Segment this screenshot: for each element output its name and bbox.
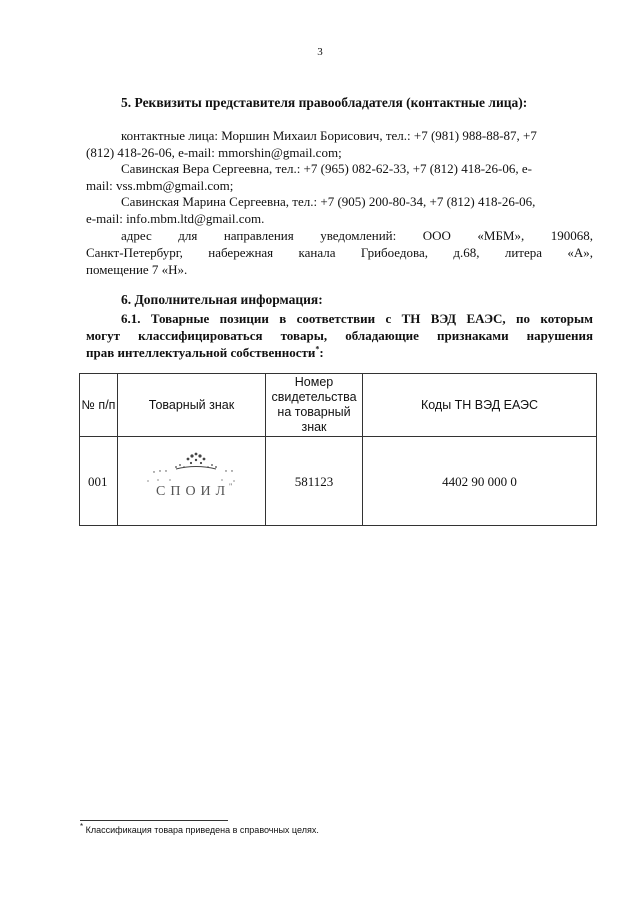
subsection-6-1-line-1: 6.1. Товарные позиции в соответствии с ТН ВЭД ЕАЭС, по которым [121, 311, 593, 326]
header-certificate-line-4: знак [301, 420, 327, 434]
trademark-logo-image [136, 445, 248, 505]
section-5-heading: 5. Реквизиты представителя правообладателя (контактные лица): [121, 95, 528, 110]
trademark-image-cell [118, 437, 266, 526]
notice-address-line-2: Санкт-Петербург, набережная канала Грибоедова, д.68, литера «А», [86, 245, 593, 260]
table-row [80, 437, 597, 526]
contact-3-line-1: Савинская Марина Сергеевна, тел.: +7 (905) 200-80-34, +7 (812) 418-26-06, [121, 194, 536, 209]
notice-address-line-1: адрес для направления уведомлений: ООО «МБМ», 190068, [121, 228, 593, 243]
section-6-heading: 6. Дополнительная информация: [121, 292, 323, 307]
subsection-6-1-line-2: могут классифицироваться товары, обладающие признаками нарушения [86, 328, 593, 343]
header-certificate-line-1: Номер [294, 375, 334, 389]
footnote-text: Классификация товара приведена в справочных целях. [85, 825, 319, 835]
contact-paragraph-2 [86, 160, 593, 194]
contact-2-line-1: Савинская Вера Сергеевна, тел.: +7 (965) 082-62-33, +7 (812) 418-26-06, e- [121, 161, 532, 176]
subsection-6-1-line-3: прав интеллектуальной собственности*: [86, 344, 324, 360]
subsection-6-1 [86, 310, 593, 361]
header-num [80, 374, 118, 437]
contact-2-line-2: mail: vss.mbm@gmail.com; [86, 178, 234, 193]
header-certificate [266, 374, 363, 437]
row-num: 001 [80, 437, 118, 526]
notice-address-line-3: помещение 7 «Н». [86, 262, 188, 277]
header-certificate-line-3: на товарный [277, 405, 351, 419]
page-number: 3 [317, 46, 323, 58]
subsection-6-1-line-3-text: прав интеллектуальной собственности [86, 345, 316, 360]
header-certificate-line-2: свидетельства [271, 390, 357, 404]
contact-paragraph-1 [86, 127, 593, 161]
notice-address-paragraph [86, 227, 593, 278]
trademark-logo-text: СПОИЛ [156, 484, 231, 499]
footnote-divider [80, 820, 228, 821]
header-num-label: № п/п [81, 397, 116, 412]
contact-paragraph-3 [86, 193, 593, 227]
footnote-mark: * [80, 822, 84, 831]
contact-1-line-1: контактные лица: Моршин Михаил Борисович, тел.: +7 (981) 988-88-87, +7 [121, 128, 537, 143]
footnote-marker: * [315, 344, 320, 354]
row-certificate: 581123 [266, 437, 363, 526]
contact-1-line-2: (812) 418-26-06, e-mail: mmorshin@gmail.com; [86, 145, 342, 160]
contact-3-line-2: e-mail: info.mbm.ltd@gmail.com. [86, 211, 265, 226]
svg-text:": " [229, 482, 233, 491]
header-trademark [118, 374, 266, 437]
table-header-row [80, 374, 597, 437]
footnote [80, 822, 319, 835]
trademark-table [79, 373, 597, 526]
row-codes: 4402 90 000 0 [363, 437, 597, 526]
header-codes-label: Коды ТН ВЭД ЕАЭС [420, 397, 539, 412]
header-trademark-label: Товарный знак [148, 397, 235, 412]
header-codes [363, 374, 597, 437]
